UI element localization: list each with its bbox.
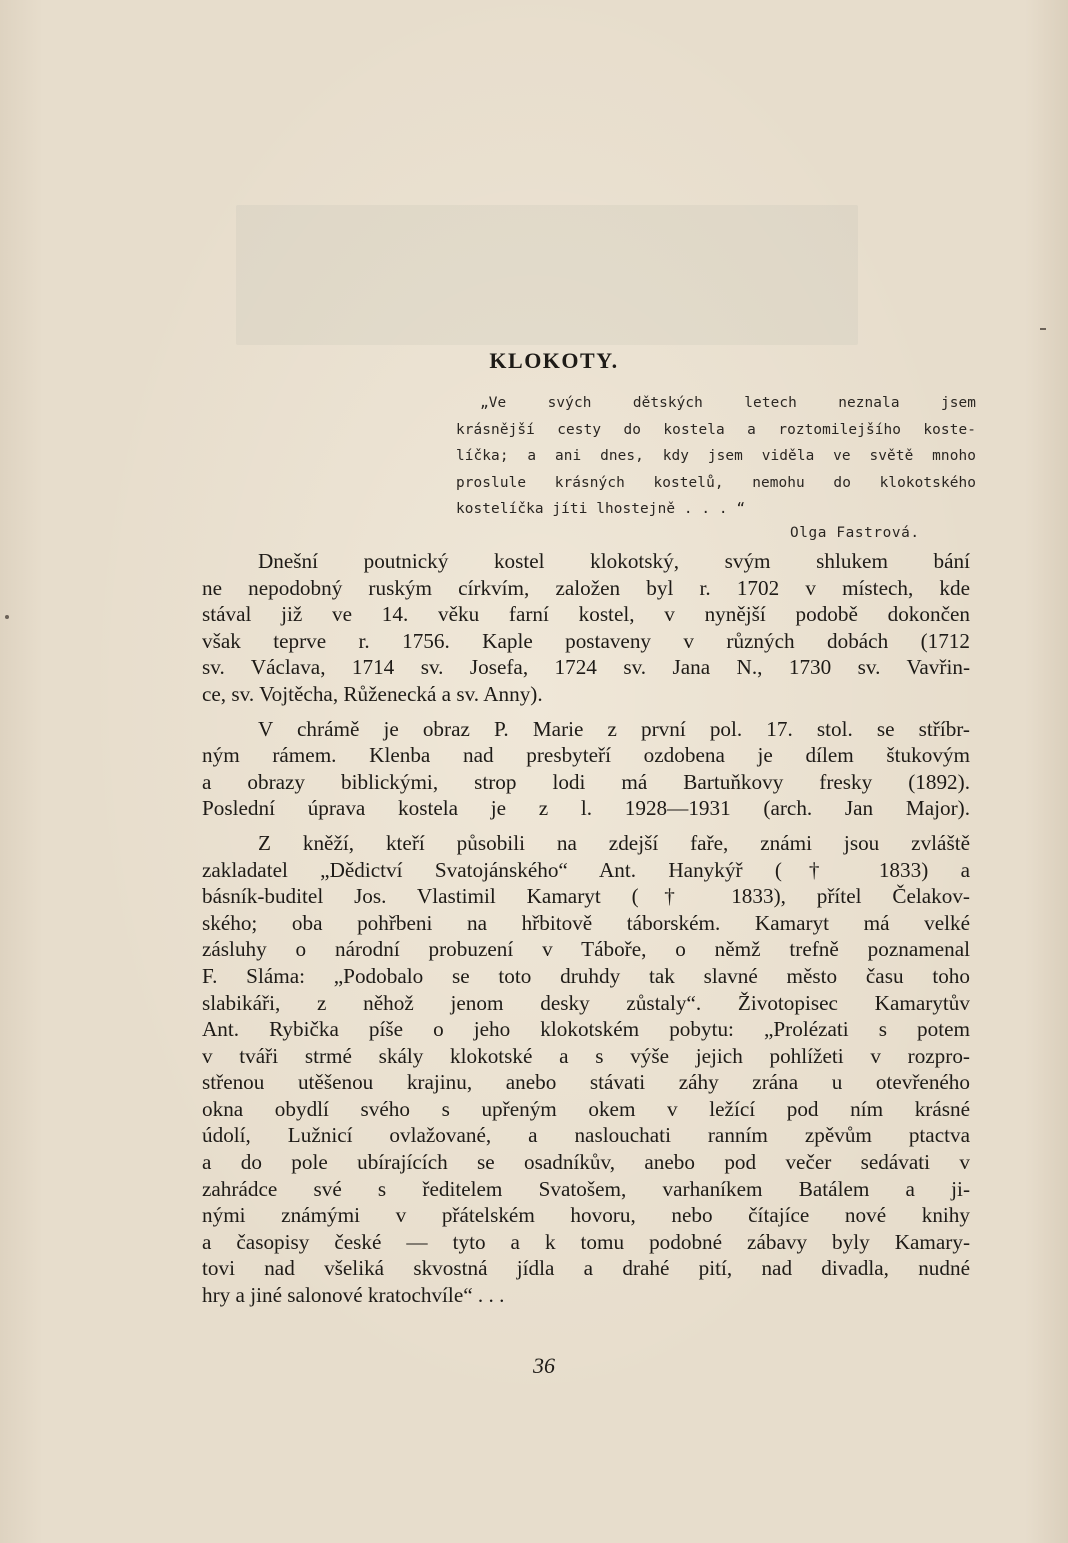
text-line: F. Sláma: „Podobalo se toto druhdy tak slavné město času toho	[202, 963, 970, 988]
text-line: a obrazy biblickými, strop lodi má Bartuňkovy fresky (1892).	[202, 769, 970, 794]
text-line: v tváři strmé skály klokotské a s výše jejich pohlížeti v rozpro-	[202, 1043, 970, 1068]
paragraph	[202, 830, 970, 1309]
text-line: hry a jiné salonové kratochvíle“ . . .	[202, 1283, 505, 1308]
text-line: básník-buditel Jos. Vlastimil Kamaryt († 1833), přítel Čelakov-	[202, 884, 970, 909]
text-line: však teprve r. 1756. Kaple postaveny v různých dobách (1712	[202, 628, 970, 653]
text-line: ského; oba pohřbeni na hřbitově táborském. Kamaryt má velké	[202, 910, 970, 935]
page-number: 36	[533, 1353, 555, 1378]
text-line: údolí, Lužnicí ovlažované, a naslouchati ranním zpěvům ptactva	[202, 1123, 970, 1148]
text-line: sv. Václava, 1714 sv. Josefa, 1724 sv. Jana N., 1730 sv. Vavřin-	[202, 655, 970, 680]
text-line: Poslední úprava kostela je z l. 1928—1931 (arch. Jan Major).	[202, 796, 970, 821]
epigraph-line: kostelíčka jíti lhostejně . . . “	[456, 501, 746, 517]
text-line: zásluhy o národní probuzení v Táboře, o němž trefně poznamenal	[202, 937, 970, 962]
text-line: střenou utěšenou krajinu, anebo stávati záhy zrána u otevřeného	[202, 1070, 970, 1095]
paper-mark	[5, 615, 9, 619]
text-line: ným rámem. Klenba nad presbyteří ozdobena je dílem štukovým	[202, 743, 970, 768]
text-line: ne nepodobný ruským církvím, založen byl r. 1702 v místech, kde	[202, 575, 970, 600]
epigraph-line: krásnější cesty do kostela a roztomilejšího koste-	[456, 421, 976, 438]
text-line: okna obydlí svého s upřeným okem v ležící pod ním krásné	[202, 1096, 970, 1121]
text-line: V chrámě je obraz P. Marie z první pol. 17. stol. se stříbr-	[258, 716, 970, 741]
paragraph	[202, 716, 970, 822]
show-through-image	[236, 205, 858, 345]
epigraph-line: líčka; a ani dnes, kdy jsem viděla ve světě mnoho	[456, 448, 976, 464]
text-line: Z kněží, kteří působili na zdejší faře, známi jsou zvláště	[258, 830, 970, 855]
text-line: Dnešní poutnický kostel klokotský, svým shlukem bání	[258, 549, 970, 573]
paragraph	[202, 548, 970, 708]
text-line: zahrádce své s ředitelem Svatošem, varhaníkem Batálem a ji-	[202, 1176, 970, 1201]
body-text	[202, 548, 970, 1317]
paper-mark	[1040, 328, 1046, 330]
epigraph-line: proslule krásných kostelů, nemohu do klokotského	[456, 474, 976, 491]
text-line: tovi nad všeliká skvostná jídla a drahé pití, nad divadla, nudné	[202, 1256, 970, 1281]
text-line: nými známými v přátelském hovoru, nebo čítajíce nové knihy	[202, 1203, 970, 1228]
text-line: stával již ve 14. věku farní kostel, v nynější podobě dokončen	[202, 602, 970, 627]
text-line: Ant. Rybička píše o jeho klokotském pobytu: „Prolézati s potem	[202, 1017, 970, 1042]
epigraph-attribution: Olga Fastrová.	[790, 525, 920, 541]
page-title: KLOKOTY.	[489, 348, 619, 373]
text-line: zakladatel „Dědictví Svatojánského“ Ant. Hanykýř († 1833) a	[202, 857, 970, 882]
text-line: a do pole ubírajících se osadníkův, anebo pod večer sedávati v	[202, 1150, 970, 1175]
epigraph	[456, 390, 976, 523]
text-line: slabikáři, z něhož jenom desky zůstaly“. Životopisec Kamarytův	[202, 990, 970, 1015]
text-line: a časopisy české — tyto a k tomu podobné zábavy byly Kamary-	[202, 1229, 970, 1254]
epigraph-line: „Ve svých dětských letech neznala jsem	[480, 395, 976, 411]
text-line: ce, sv. Vojtěcha, Růženecká a sv. Anny).	[202, 681, 543, 706]
